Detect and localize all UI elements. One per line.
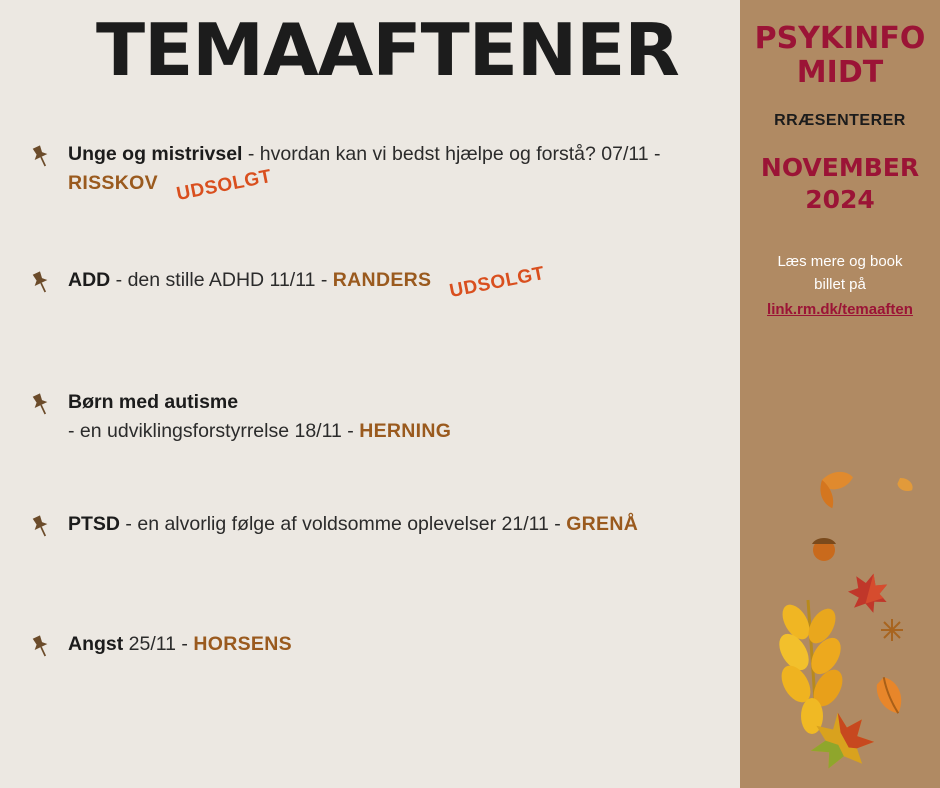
pushpin-icon [28, 392, 54, 418]
event-city: GRENÅ [566, 513, 639, 535]
pushpin-icon [28, 270, 54, 296]
event-desc: - en alvorlig følge af voldsomme oplevelser 21/11 - [120, 513, 567, 535]
list-item [0, 262, 740, 326]
event-title: ADD [68, 269, 111, 291]
list-item [0, 140, 740, 206]
brand-name [740, 22, 940, 90]
brand-line-2: MIDT [796, 55, 884, 90]
pushpin-icon [28, 144, 54, 170]
booking-line-2: billet på [814, 276, 866, 293]
list-item [0, 388, 740, 448]
poster-sidebar [740, 0, 940, 788]
event-title: Unge og mistrivsel [68, 143, 243, 165]
event-desc: - en udviklingsforstyrrelse 18/11 - [68, 420, 360, 442]
brand-line-1: PSYKINFO [754, 21, 926, 56]
event-city: RANDERS [332, 269, 432, 291]
autumn-leaves-decoration [740, 440, 940, 788]
event-desc: - hvordan kan vi bedst hjælpe og forstå? 07/11 - [242, 143, 661, 165]
event-title: Børn med autisme [68, 391, 239, 413]
month-heading [740, 152, 940, 216]
page-title: TEMAAFTENER [96, 8, 679, 92]
event-city: HERNING [359, 420, 452, 442]
month-name: NOVEMBER [760, 153, 920, 182]
booking-link[interactable]: link.rm.dk/temaaften [767, 301, 913, 318]
event-city: RISSKOV [68, 172, 158, 194]
status-badge: UDSOLGT [448, 262, 547, 303]
status-badge: UDSOLGT [174, 165, 274, 206]
presents-label: RRÆSENTERER [774, 112, 906, 129]
month-year: 2024 [805, 185, 875, 214]
event-desc: - den stille ADHD 11/11 - [110, 269, 333, 291]
booking-line-1: Læs mere og book [777, 253, 903, 270]
event-city: HORSENS [193, 633, 292, 655]
booking-info [740, 250, 940, 321]
event-title: Angst [68, 633, 124, 655]
event-title: PTSD [68, 513, 121, 535]
event-desc: 25/11 - [123, 633, 194, 655]
list-item [0, 510, 740, 570]
pushpin-icon [28, 514, 54, 540]
list-item [0, 630, 740, 690]
pushpin-icon [28, 634, 54, 660]
event-list [0, 140, 740, 752]
